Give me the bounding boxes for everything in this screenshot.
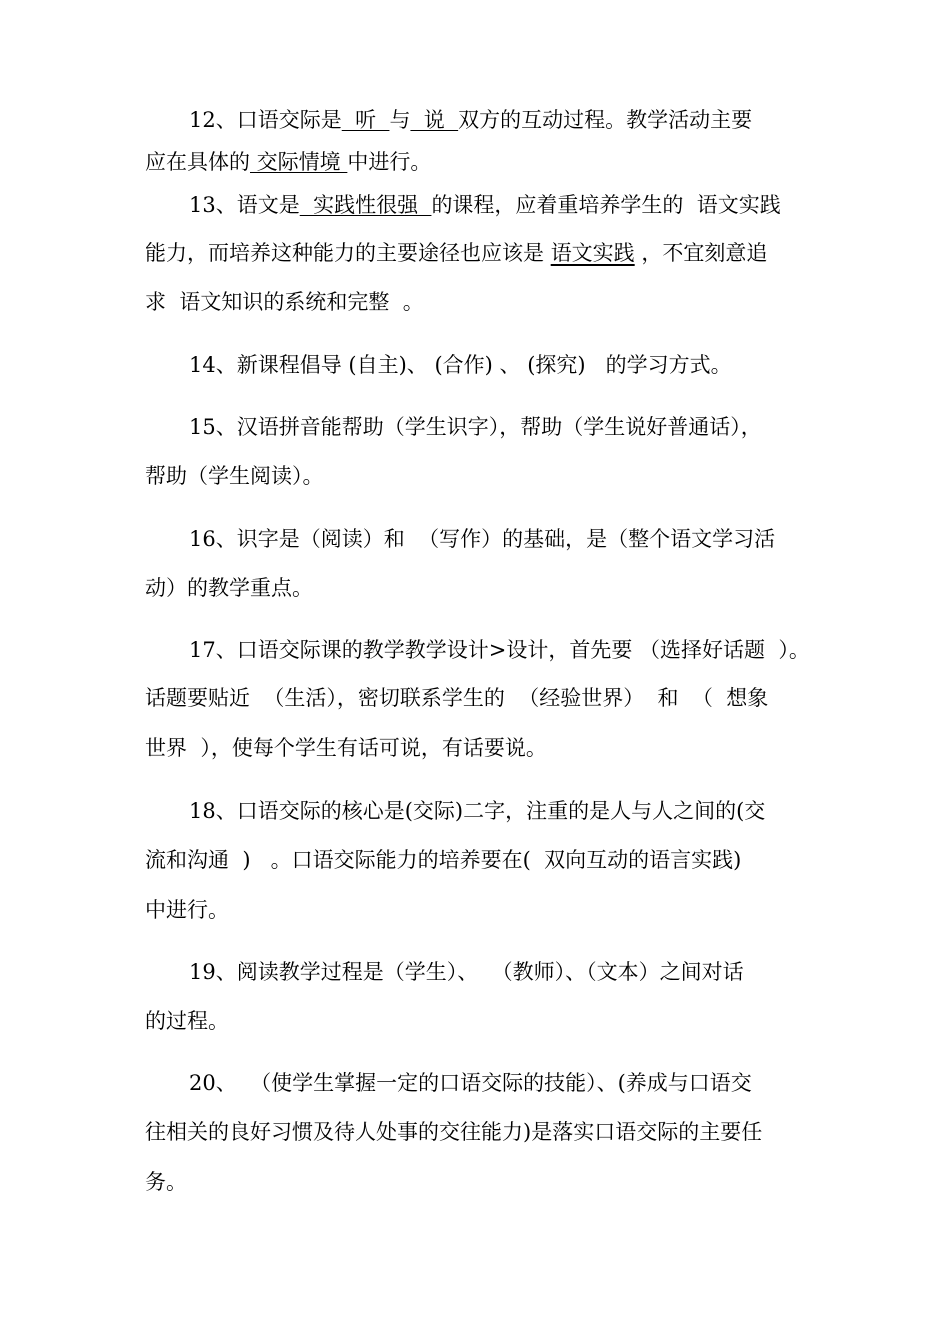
text-run: 世界 ），使每个学生有话可说，有话要说。 bbox=[145, 736, 547, 760]
question-line bbox=[145, 736, 547, 760]
text-run: 16、识字是（阅读）和 （写作）的基础，是（整个语文学习活 bbox=[189, 527, 776, 551]
text-run: 19、阅读教学过程是（学生）、 （教师）、（文本）之间对话 bbox=[189, 960, 744, 984]
question-line bbox=[189, 353, 732, 377]
question-line bbox=[189, 527, 775, 551]
text-run: 的过程。 bbox=[145, 1009, 229, 1033]
question-line bbox=[145, 576, 313, 600]
question-line bbox=[189, 960, 744, 984]
question-line bbox=[145, 898, 229, 922]
question-line bbox=[189, 1071, 752, 1095]
question-line bbox=[189, 108, 752, 132]
question-line bbox=[189, 415, 762, 439]
question-line bbox=[189, 638, 810, 662]
text-run: 13、语文是 bbox=[189, 193, 300, 217]
question-line bbox=[145, 686, 768, 710]
text-run: 18、口语交际的核心是(交际)二字，注重的是人与人之间的(交 bbox=[189, 799, 766, 823]
answer-blank: 交际情境 bbox=[250, 150, 348, 174]
question-line bbox=[145, 290, 424, 314]
answer-blank: 语文实践 bbox=[550, 241, 635, 265]
text-run: 与 bbox=[389, 108, 411, 132]
text-run: 务。 bbox=[145, 1170, 187, 1194]
question-line bbox=[145, 1120, 762, 1144]
question-line bbox=[189, 799, 765, 823]
text-run: 往相关的良好习惯及待人处事的交往能力)是落实口语交际的主要任 bbox=[145, 1120, 763, 1144]
text-run: 17、口语交际课的教学教学设计>设计，首先要 （选择好话题 ）。 bbox=[189, 638, 810, 662]
text-run: 话题要贴近 （生活），密切联系学生的 （经验世界） 和 （ 想象 bbox=[145, 686, 769, 710]
text-run: 流和沟通 ) 。口语交际能力的培养要在( 双向互动的语言实践) bbox=[145, 848, 742, 872]
question-line bbox=[145, 1009, 229, 1033]
text-run: 中进行。 bbox=[145, 898, 229, 922]
question-line bbox=[145, 1170, 187, 1194]
text-run: 12、口语交际是 bbox=[189, 108, 342, 132]
text-run: 的课程，应着重培养学生的 语文实践 bbox=[431, 193, 781, 217]
question-line bbox=[145, 464, 324, 488]
text-run: 帮助（学生阅读）。 bbox=[145, 464, 324, 488]
question-line bbox=[189, 193, 781, 217]
text-run: ，不宜刻意追 bbox=[634, 241, 768, 265]
text-run: 14、新课程倡导 (自主)、 (合作) 、 (探究) 的学习方式。 bbox=[189, 353, 732, 377]
text-run: 应在具体的 bbox=[145, 150, 250, 174]
text-run: 求 语文知识的系统和完整 。 bbox=[145, 290, 424, 314]
text-run: 动）的教学重点。 bbox=[145, 576, 313, 600]
answer-blank: 说 bbox=[410, 108, 459, 132]
question-line bbox=[145, 848, 741, 872]
text-run: 20、 （使学生掌握一定的口语交际的技能）、(养成与口语交 bbox=[189, 1071, 752, 1095]
answer-blank: 听 bbox=[341, 108, 390, 132]
question-line bbox=[145, 241, 767, 265]
text-run: 能力，而培养这种能力的主要途径也应该是 bbox=[145, 241, 551, 265]
text-run: 中进行。 bbox=[347, 150, 432, 174]
question-line bbox=[145, 150, 431, 174]
text-run: 双方的互动过程。教学活动主要 bbox=[458, 108, 753, 132]
answer-blank: 实践性很强 bbox=[299, 193, 432, 217]
text-run: 15、汉语拼音能帮助（学生识字），帮助（学生说好普通话）， bbox=[189, 415, 762, 439]
